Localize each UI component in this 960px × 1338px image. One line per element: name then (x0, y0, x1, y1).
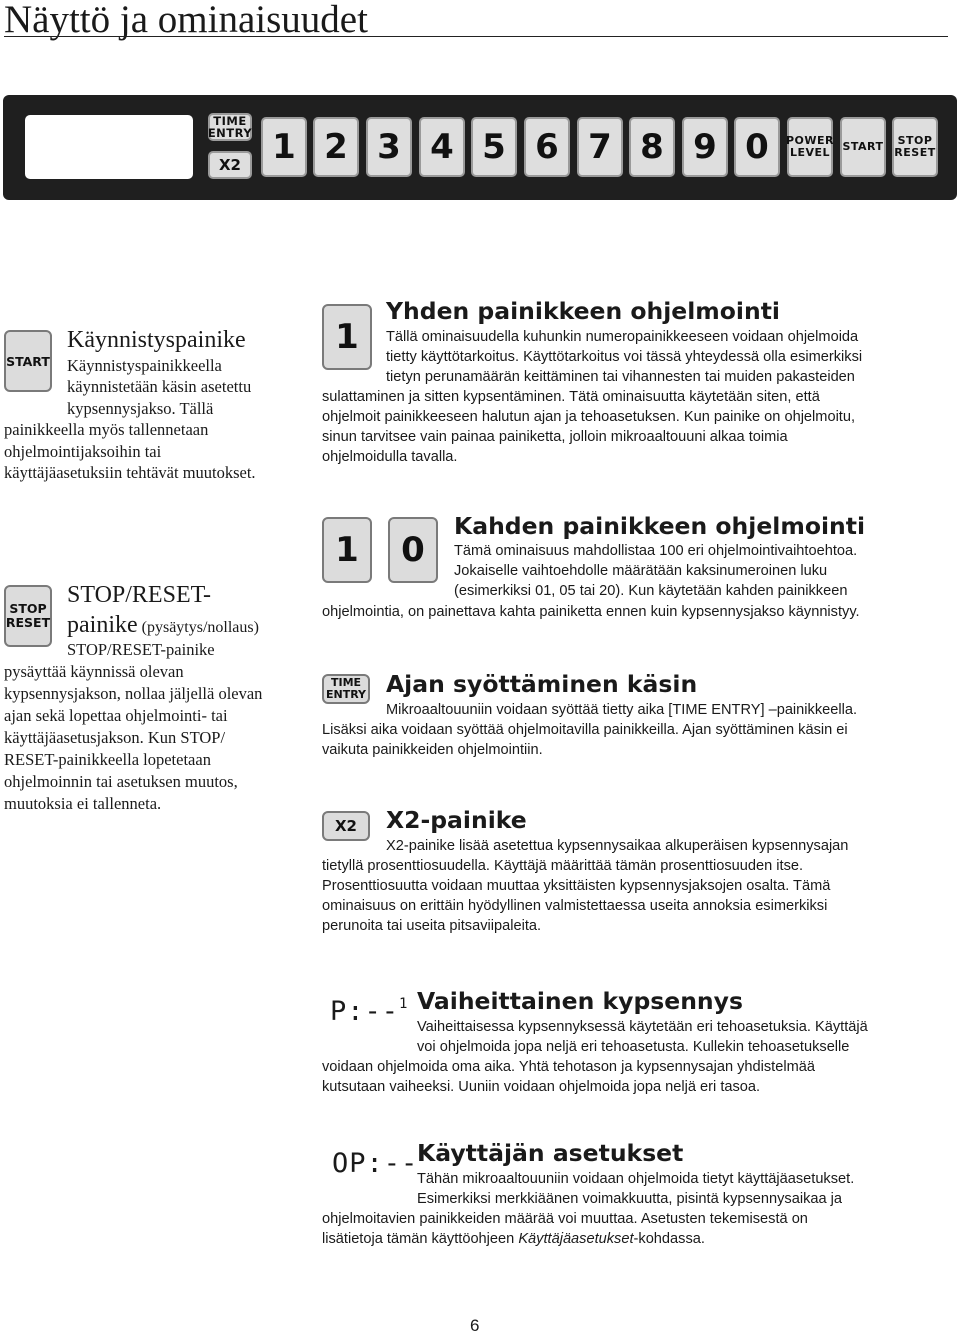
stop-title-note: (pysäytys/nollaus) (141, 619, 259, 636)
number-one-key-icon: 1 (322, 517, 372, 583)
panel-display (25, 115, 193, 179)
number-zero-key-icon: 0 (388, 517, 438, 583)
x2-key-icon: X2 (322, 811, 370, 841)
user-options-line-2: Esimerkiksi merkkiäänen voimakkuutta, pisintä kypsennysaikaa ja (417, 1191, 843, 1207)
stop-reset-key (892, 117, 938, 177)
stop-line-3: kypsennysjakson, nollaa jäljellä olevan (4, 684, 263, 703)
stop-line-4: ajan sekä lopettaa ohjelmointi- tai (4, 706, 228, 725)
time-entry-icon-label-2: ENTRY (325, 688, 367, 701)
time-entry-line-1: Mikroaaltouuniin voidaan syöttää tietty aika [TIME ENTRY] –painikkeella. (386, 702, 858, 718)
start-line-6: käyttäjäasetuksiin tehtävät muutokset. (4, 463, 256, 482)
two-touch-line-1: Tämä ominaisuus mahdollistaa 100 eri ohjelmointivaihtoehtoa. (454, 543, 858, 559)
two-touch-title: Kahden painikkeen ohjelmointi (454, 512, 866, 540)
control-panel (3, 95, 957, 200)
time-entry-line-2: Lisäksi aika voidaan syöttää ohjelmoitavilla painikkeilla. Ajan syöttäminen käsin ei (322, 722, 848, 738)
x2-line-3: Prosenttiosuutta voidaan muuttaa yksittäisten kypsennysjaksojen osalta. Tämä (322, 878, 831, 894)
start-key: START (840, 117, 886, 177)
stop-icon-label-2: RESET (5, 615, 51, 630)
start-button-icon: START (4, 330, 52, 392)
two-touch-line-4: ohjelmointia, on painettava kahta painiketta ennen kuin kypsennysjakso käynnistyy. (322, 604, 860, 620)
user-options-display-text: OP:-- (332, 1148, 419, 1179)
stop-section-title-line1: STOP/RESET- (67, 582, 212, 608)
time-entry-title: Ajan syöttäminen käsin (386, 670, 698, 698)
staged-line-4: kutsutaan vaiheeksi. Uuniin voidaan ohjelmoida jopa neljä eri tasoa. (322, 1079, 761, 1095)
time-entry-key (208, 113, 252, 141)
one-touch-line-4: sulattaminen ja sitten kypsentäminen. Tätä ominaisuutta käytetään siten, että (322, 389, 820, 405)
one-touch-line-5: ohjelmoit painikkeeseen halutun ajan ja tehoasetuksen. Kun painike on ohjelmoitu, (322, 409, 856, 425)
stop-icon-label-1: STOP (9, 601, 47, 616)
staged-display-sup: 1 (399, 996, 408, 1012)
x2-line-5: perunoita tai useita pitsaviipaleita. (322, 918, 542, 934)
x2-line-1: X2-painike lisää asetettua kypsennysaikaa alkuperäisen kypsennysajan (386, 838, 849, 854)
staged-title: Vaiheittainen kypsennys (417, 987, 743, 1015)
stop-line-8: muutoksia ei tallenneta. (4, 794, 162, 813)
user-options-line-4-suffix: -kohdassa. (633, 1231, 705, 1247)
title-rule (4, 36, 948, 37)
number-key-6: 6 (524, 117, 570, 177)
one-touch-line-7: ohjelmoidulla tavalla. (322, 449, 458, 465)
user-options-line-4-italic: Käyttäjäasetukset (518, 1231, 634, 1247)
number-key-5: 5 (471, 117, 517, 177)
time-entry-line-3: vaikuta painikkeiden ohjelmointiin. (322, 742, 543, 758)
one-touch-title: Yhden painikkeen ohjelmointi (386, 297, 780, 325)
one-touch-line-2: tietty käyttötarkoitus. Käyttötarkoitus voi tässä yhteydessä olla esimerkiksi (386, 349, 863, 365)
number-key-1: 1 (261, 117, 307, 177)
number-key-2: 2 (313, 117, 359, 177)
user-options-title: Käyttäjän asetukset (417, 1139, 684, 1167)
stop-reset-key-label-1: STOP (897, 134, 933, 147)
staged-display-icon (330, 996, 407, 1027)
x2-line-2: tietyllä prosenttiosuudella. Käyttäjä määrittää tämän prosenttiosuuden itse. (322, 858, 804, 874)
number-one-key-icon: 1 (322, 304, 372, 370)
user-options-line-1: Tähän mikroaaltouuniin voidaan ohjelmoida tietyt käyttäjäasetukset. (417, 1171, 855, 1187)
one-touch-line-1: Tällä ominaisuudella kuhunkin numeropainikkeeseen voidaan ohjelmoida (386, 329, 859, 345)
page-title: Näyttö ja ominaisuudet (4, 0, 368, 41)
user-options-display-icon (332, 1148, 418, 1179)
user-options-line-4-prefix: lisätietoja tämän käyttöohjeen (322, 1231, 519, 1247)
number-key-0: 0 (734, 117, 780, 177)
start-section-title: Käynnistyspainike (67, 327, 246, 353)
user-options-line-4 (322, 1230, 705, 1250)
stop-line-6: RESET-painikkeella lopetetaan (4, 750, 211, 769)
stop-line-2: pysäyttää käynnissä olevan (4, 662, 184, 681)
stop-line-7: ohjelmoinnin tai asetuksen muutos, (4, 772, 238, 791)
time-entry-key-label-1: TIME (213, 114, 247, 128)
two-touch-line-3: (esimerkiksi 01, 05 tai 20). Kun käytetään kahden painikkeen (454, 583, 848, 599)
stop-title-word: painike (67, 612, 138, 638)
time-entry-key-label-2: ENTRY (207, 126, 253, 140)
stop-line-1: STOP/RESET-painike (67, 640, 215, 659)
one-touch-line-3: tietyn perunamäärän keittäminen tai vihannesten tai muiden pakasteiden (386, 369, 855, 385)
power-level-key-label-1: POWER (785, 134, 835, 147)
start-line-1: Käynnistyspainikkeella (67, 356, 222, 375)
number-key-9: 9 (682, 117, 728, 177)
start-line-3: kypsennysjakso. Tällä (67, 399, 214, 418)
staged-display-text: P:-- (330, 996, 400, 1027)
stop-reset-button-icon (4, 585, 52, 647)
staged-line-2: voi ohjelmoida jopa neljä eri tehoasetusta. Kullekin tehoasetukselle (417, 1039, 850, 1055)
one-touch-line-6: sinun tarvitsee vain painaa painiketta, jolloin mikroaaltouuni alkaa toimia (322, 429, 788, 445)
number-key-3: 3 (366, 117, 412, 177)
x2-line-4: ominaisuus on erittäin hyödyllinen valmistettaessa useita annoksia esimerkiksi (322, 898, 828, 914)
two-touch-line-2: Jokaiselle vaihtoehdolle määrätään kaksinumeroinen luku (454, 563, 828, 579)
stop-section-title-line2 (67, 611, 259, 639)
staged-line-1: Vaiheittaisessa kypsennyksessä käytetään eri tehoasetuksia. Käyttäjä (417, 1019, 868, 1035)
start-line-5: ohjelmointijaksoihin tai (4, 442, 162, 461)
time-entry-icon-label-1: TIME (330, 676, 362, 689)
user-options-line-3: ohjelmoitavien painikkeiden määrää voi muuttaa. Asetusten tekemisestä on (322, 1211, 808, 1227)
start-line-2: käynnistetään käsin asetettu (67, 377, 252, 396)
x2-title: X2-painike (386, 806, 527, 834)
number-key-8: 8 (629, 117, 675, 177)
number-key-7: 7 (577, 117, 623, 177)
staged-line-3: voidaan ohjelmoida oma aika. Yhtä tehotason ja kypsennysajan yhdistelmää (322, 1059, 815, 1075)
stop-line-5: käyttäjäasetusjakson. Kun STOP/ (4, 728, 226, 747)
power-level-key (787, 117, 833, 177)
number-key-4: 4 (419, 117, 465, 177)
start-line-4: painikkeella myös tallennetaan (4, 420, 209, 439)
page-number: 6 (470, 1316, 480, 1335)
time-entry-key-icon (322, 674, 370, 704)
stop-reset-key-label-2: RESET (894, 146, 936, 159)
power-level-key-label-2: LEVEL (789, 146, 831, 159)
x2-key: X2 (208, 151, 252, 179)
